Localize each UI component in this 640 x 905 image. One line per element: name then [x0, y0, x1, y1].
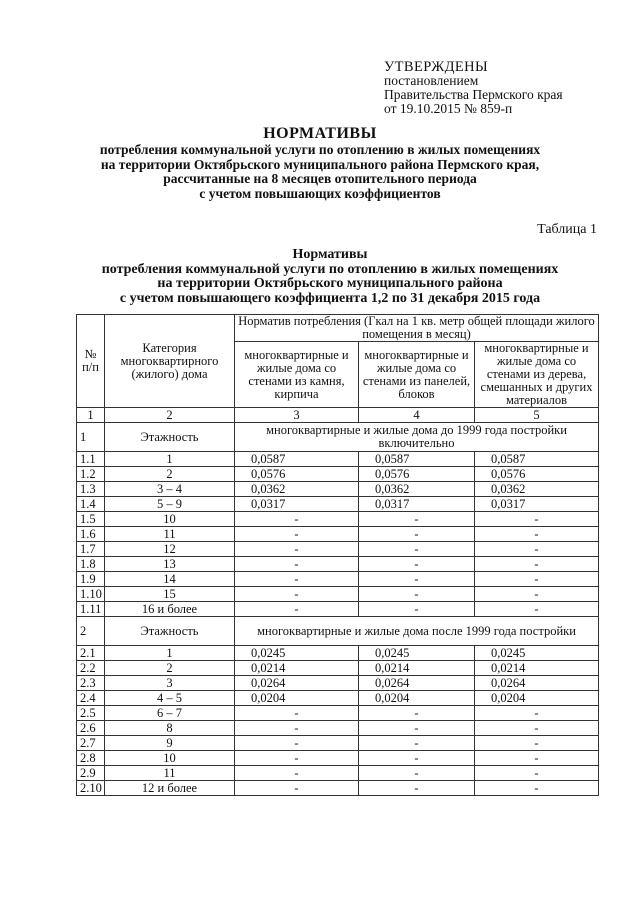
row-floors: 3: [105, 676, 235, 691]
row-floors: 11: [105, 527, 235, 542]
table-row: [77, 497, 599, 512]
section-num: 2: [77, 617, 105, 646]
row-floors: 16 и более: [105, 602, 235, 617]
row-num: 1.11: [77, 602, 105, 617]
row-value: -: [359, 602, 475, 617]
header-num: № п/п: [77, 315, 105, 408]
row-num: 2.7: [77, 736, 105, 751]
row-value: 0,0245: [235, 646, 359, 661]
row-value: 0,0576: [359, 467, 475, 482]
row-value: -: [475, 557, 599, 572]
row-value: 0,0362: [235, 482, 359, 497]
row-value: -: [235, 557, 359, 572]
table-row: [77, 572, 599, 587]
row-value: -: [475, 572, 599, 587]
index-cell: 3: [235, 408, 359, 423]
subtitle-line: на территории Октябрьского муниципального района Пермского края,: [100, 156, 540, 172]
row-value: 0,0317: [359, 497, 475, 512]
header-row: [77, 315, 599, 342]
table-row: [77, 751, 599, 766]
section-label: Этажность: [105, 617, 235, 646]
row-num: 2.5: [77, 706, 105, 721]
row-value: -: [235, 542, 359, 557]
index-cell: 1: [77, 408, 105, 423]
subtitle-line: с учетом повышающих коэффициентов: [199, 185, 441, 201]
row-value: -: [359, 527, 475, 542]
row-num: 2.2: [77, 661, 105, 676]
header-col-wood: многоквартирные и жилые дома со стенами из дерева, смешанных и других материалов: [475, 342, 599, 408]
row-value: -: [475, 721, 599, 736]
row-value: 0,0214: [235, 661, 359, 676]
row-value: -: [475, 587, 599, 602]
row-floors: 13: [105, 557, 235, 572]
row-value: -: [235, 587, 359, 602]
row-value: -: [475, 781, 599, 796]
row-value: -: [235, 572, 359, 587]
row-value: 0,0587: [475, 452, 599, 467]
row-floors: 10: [105, 751, 235, 766]
row-floors: 8: [105, 721, 235, 736]
table-title-line: потребления коммунальной услуги по отоплению в жилых помещениях: [101, 261, 559, 277]
row-value: -: [235, 602, 359, 617]
row-value: -: [359, 751, 475, 766]
row-num: 1.10: [77, 587, 105, 602]
row-value: -: [475, 751, 599, 766]
row-floors: 4 – 5: [105, 691, 235, 706]
table-row: [77, 721, 599, 736]
table-row: [77, 781, 599, 796]
header-col-brick: многоквартирные и жилые дома со стенами из камня, кирпича: [235, 342, 359, 408]
row-value: 0,0576: [475, 467, 599, 482]
row-value: -: [359, 512, 475, 527]
row-value: 0,0587: [235, 452, 359, 467]
row-value: -: [235, 781, 359, 796]
section-label: Этажность: [105, 423, 235, 452]
row-value: 0,0245: [359, 646, 475, 661]
row-value: 0,0362: [475, 482, 599, 497]
row-num: 1.7: [77, 542, 105, 557]
row-floors: 12 и более: [105, 781, 235, 796]
section-num: 1: [77, 423, 105, 452]
row-num: 1.6: [77, 527, 105, 542]
norms-table: [76, 314, 599, 796]
section-row-1: [77, 423, 599, 452]
row-value: 0,0204: [359, 691, 475, 706]
row-value: -: [475, 542, 599, 557]
row-value: 0,0204: [235, 691, 359, 706]
row-num: 2.1: [77, 646, 105, 661]
row-value: 0,0264: [475, 676, 599, 691]
row-floors: 2: [105, 467, 235, 482]
row-value: -: [359, 572, 475, 587]
row-value: -: [235, 736, 359, 751]
table-label: Таблица 1: [537, 222, 597, 237]
table-title-line: на территории Октябрьского муниципального района: [157, 276, 503, 291]
header-category: Категория многоквартирного (жилого) дома: [105, 315, 235, 408]
table-row: [77, 467, 599, 482]
approval-stamp: [384, 60, 614, 116]
table-row: [77, 676, 599, 691]
index-cell: 2: [105, 408, 235, 423]
row-value: -: [235, 706, 359, 721]
index-cell: 4: [359, 408, 475, 423]
row-num: 1.2: [77, 467, 105, 482]
table-row: [77, 482, 599, 497]
row-value: 0,0214: [359, 661, 475, 676]
row-floors: 1: [105, 452, 235, 467]
row-num: 1.3: [77, 482, 105, 497]
row-value: 0,0576: [235, 467, 359, 482]
table-row: [77, 736, 599, 751]
row-value: -: [475, 736, 599, 751]
subtitle-line: потребления коммунальной услуги по отоплению в жилых помещениях: [99, 142, 541, 157]
row-value: -: [475, 706, 599, 721]
table-row: [77, 602, 599, 617]
row-value: -: [359, 736, 475, 751]
header-col-panel: многоквартирные и жилые дома со стенами из панелей, блоков: [359, 342, 475, 408]
approval-line-2: постановлением: [384, 73, 479, 88]
row-floors: 10: [105, 512, 235, 527]
section-span: многоквартирные и жилые дома до 1999 года постройки включительно: [235, 423, 599, 452]
table-row: [77, 706, 599, 721]
row-value: -: [235, 766, 359, 781]
subtitle-line: рассчитанные на 8 месяцев отопительного периода: [163, 171, 477, 186]
row-floors: 6 – 7: [105, 706, 235, 721]
row-floors: 15: [105, 587, 235, 602]
row-value: -: [235, 527, 359, 542]
row-value: 0,0264: [235, 676, 359, 691]
row-value: -: [475, 602, 599, 617]
row-num: 1.9: [77, 572, 105, 587]
row-floors: 2: [105, 661, 235, 676]
row-num: 2.10: [77, 781, 105, 796]
row-num: 2.3: [77, 676, 105, 691]
row-value: -: [359, 766, 475, 781]
row-floors: 3 – 4: [105, 482, 235, 497]
row-floors: 11: [105, 766, 235, 781]
row-floors: 14: [105, 572, 235, 587]
row-value: -: [475, 527, 599, 542]
row-value: -: [359, 721, 475, 736]
approval-line-3: Правительства Пермского края: [384, 87, 563, 102]
row-num: 1.4: [77, 497, 105, 512]
row-num: 1.1: [77, 452, 105, 467]
index-cell: 5: [475, 408, 599, 423]
row-value: -: [235, 512, 359, 527]
row-floors: 1: [105, 646, 235, 661]
table-row: [77, 452, 599, 467]
table-title-line: Нормативы: [292, 247, 368, 262]
section-row-2: [77, 617, 599, 646]
row-num: 2.6: [77, 721, 105, 736]
row-value: 0,0317: [235, 497, 359, 512]
table-title: [60, 248, 600, 306]
row-value: 0,0362: [359, 482, 475, 497]
approval-line-4: от 19.10.2015 № 859-п: [384, 101, 513, 116]
table-row: [77, 646, 599, 661]
table-row: [77, 542, 599, 557]
table-row: [77, 527, 599, 542]
row-value: -: [235, 721, 359, 736]
table-row: [77, 691, 599, 706]
row-value: -: [359, 557, 475, 572]
table-row: [77, 661, 599, 676]
row-floors: 5 – 9: [105, 497, 235, 512]
table-row: [77, 557, 599, 572]
row-value: 0,0264: [359, 676, 475, 691]
row-value: -: [359, 706, 475, 721]
row-value: 0,0245: [475, 646, 599, 661]
table-row: [77, 766, 599, 781]
row-num: 2.9: [77, 766, 105, 781]
index-row: [77, 408, 599, 423]
row-num: 1.8: [77, 557, 105, 572]
document-subtitle: [60, 143, 580, 201]
row-value: -: [235, 751, 359, 766]
row-floors: 9: [105, 736, 235, 751]
row-value: -: [359, 781, 475, 796]
row-value: -: [475, 512, 599, 527]
row-num: 2.4: [77, 691, 105, 706]
row-value: -: [359, 542, 475, 557]
approval-line-1: УТВЕРЖДЕНЫ: [384, 59, 489, 75]
row-num: 2.8: [77, 751, 105, 766]
header-norm: Норматив потребления (Гкал на 1 кв. метр общей площади жилого помещения в месяц): [235, 315, 599, 342]
table-row: [77, 587, 599, 602]
table-title-line: с учетом повышающего коэффициента 1,2 по 31 декабря 2015 года: [119, 290, 541, 306]
row-value: 0,0587: [359, 452, 475, 467]
row-value: 0,0214: [475, 661, 599, 676]
document-title: НОРМАТИВЫ: [263, 125, 377, 142]
row-value: 0,0317: [475, 497, 599, 512]
row-floors: 12: [105, 542, 235, 557]
table-row: [77, 512, 599, 527]
row-value: -: [475, 766, 599, 781]
section-span: многоквартирные и жилые дома после 1999 года постройки: [235, 617, 599, 646]
row-value: -: [359, 587, 475, 602]
row-value: 0,0204: [475, 691, 599, 706]
row-num: 1.5: [77, 512, 105, 527]
